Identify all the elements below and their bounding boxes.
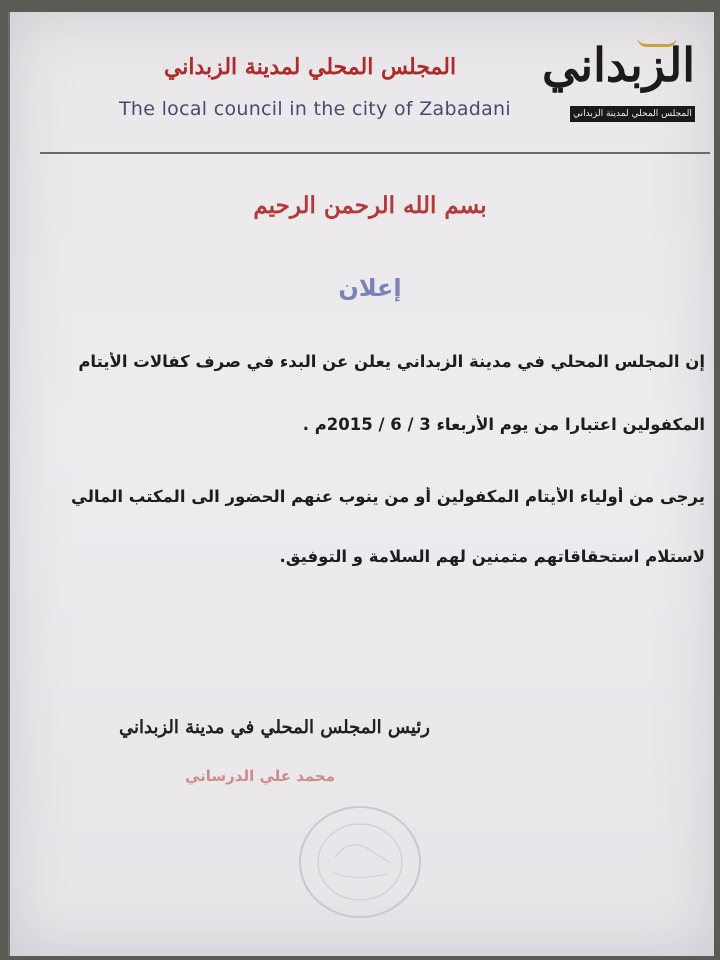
council-name-arabic: المجلس المحلي لمدينة الزبداني [163, 54, 457, 80]
signatory-name: محمد علي الدرساني [184, 767, 336, 785]
paragraph-line-4: لاستلام استحقاقاتهم متمنين لهم السلامة و التوفيق. [279, 547, 705, 566]
council-name-english: The local council in the city of Zabadani [119, 98, 511, 120]
logo-subtitle: المجلس المحلي لمدينة الزبداني [570, 106, 695, 122]
signature-title: رئيس المجلس المحلي في مدينة الزبداني [119, 717, 430, 738]
document-page [8, 12, 714, 956]
paragraph-line-1: إن المجلس المحلي في مدينة الزبداني يعلن عن البدء في صرف كفالات الأيتام [78, 352, 705, 371]
basmala: بسم الله الرحمن الرحيم [253, 192, 487, 219]
paragraph-line-2: المكفولين اعتبارا من يوم الأربعاء 3 / 6 / 2015م . [302, 415, 705, 434]
paragraph-line-3: يرجى من أولياء الأيتام المكفولين أو من ينوب عنهم الحضور الى المكتب المالي [71, 487, 705, 506]
logo-calligraphy: الزبداني [541, 38, 695, 92]
council-logo [541, 30, 700, 125]
announcement-title: إعلان [338, 274, 402, 302]
header-divider [40, 152, 710, 154]
official-stamp [295, 802, 425, 922]
